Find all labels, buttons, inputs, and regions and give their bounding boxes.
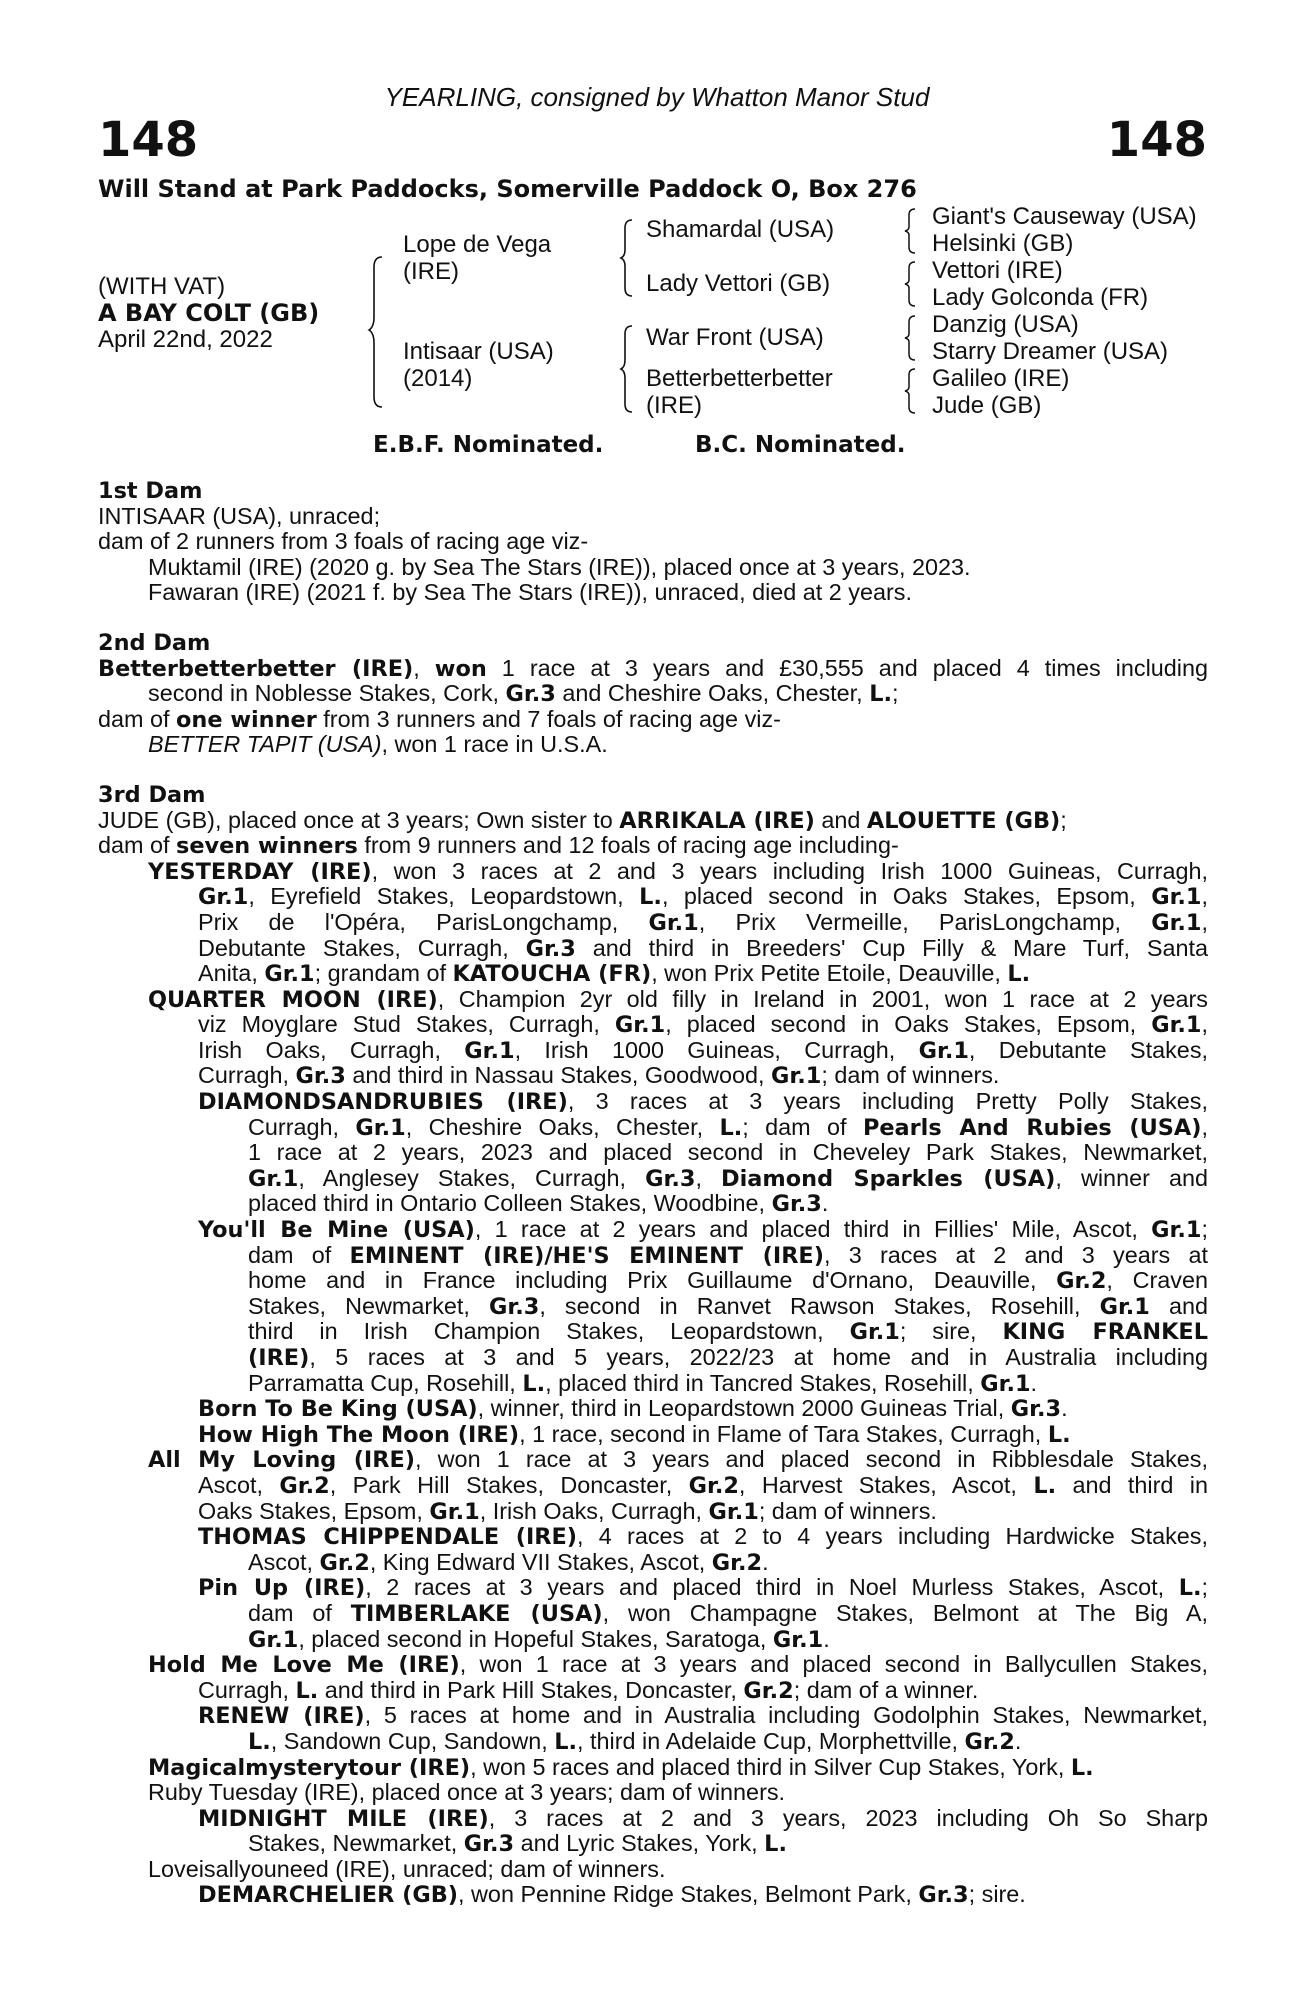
text-run: second in Noblesse Stakes, Cork, (148, 680, 506, 707)
text-line (98, 1140, 1208, 1166)
text-run: Parramatta Cup, Rosehill, (248, 1369, 523, 1396)
text-run: , 3 races at 3 years including Pretty Polly Stakes, (567, 1088, 1208, 1115)
text-run: . (1030, 1369, 1038, 1396)
text-run: home and in France including Prix Guillaume d'Ornano, Deauville, (248, 1267, 1057, 1294)
bold-text: Pearls And Rubies (USA) (862, 1114, 1202, 1141)
text-line (98, 656, 1208, 682)
bold-text: Hold Me Love Me (IRE) (148, 1652, 460, 1679)
ebf-nomination: E.B.F. Nominated. (373, 432, 604, 458)
text-run: ; (1060, 806, 1067, 833)
vat-note: (WITH VAT) (98, 273, 226, 300)
text-line (98, 782, 1208, 808)
text-line (98, 1243, 1208, 1269)
text-run: Curragh, (198, 1676, 296, 1703)
pedigree-sire (403, 231, 551, 285)
text-run: . (1061, 1395, 1068, 1422)
text-run: , Sandown Cup, Sandown, (270, 1727, 555, 1754)
bold-text: Gr.1 (264, 961, 315, 988)
text-line (98, 1550, 1208, 1576)
pedigree-bracket-dam (620, 324, 636, 414)
bold-text: Gr.1 (771, 1063, 822, 1090)
text-line (98, 1166, 1208, 1192)
section-spacer (98, 606, 1208, 630)
text-run: Oaks Stakes, Epsom, (198, 1497, 430, 1524)
horse-name: A BAY COLT (GB) (98, 299, 320, 327)
pedigree-dam-line1: Intisaar (USA) (403, 338, 554, 365)
text-run: Ascot, (248, 1548, 320, 1575)
bold-text: Gr.2 (743, 1677, 794, 1704)
bold-text: Gr.2 (964, 1728, 1015, 1755)
produce-record (98, 478, 1208, 1908)
text-run: ; dam of winners. (758, 1497, 937, 1524)
bold-text: (IRE) (248, 1345, 310, 1371)
text-line (98, 1268, 1208, 1294)
bold-text: L. (1178, 1575, 1202, 1602)
lot-number-left: 148 (98, 112, 199, 168)
bold-text: Gr.3 (505, 681, 556, 708)
bold-text: Gr.3 (645, 1165, 696, 1192)
text-run: , placed second in Oaks Stakes, Epsom, (665, 1011, 1152, 1038)
text-run: , (695, 1164, 722, 1191)
text-run: ; (1201, 1216, 1208, 1243)
text-line (98, 1217, 1208, 1243)
bold-text: Gr.1 (1151, 1217, 1202, 1244)
pedigree-g3-7: Galileo (IRE) (932, 365, 1070, 392)
text-run: ; grandam of (314, 960, 453, 987)
text-run: and third in Breeders' Cup Filly & Mare Turf, Santa (575, 934, 1209, 961)
bold-text: 2nd Dam (98, 629, 211, 656)
pedigree-bracket-g3-4 (904, 367, 918, 415)
bold-text: 3rd Dam (98, 781, 206, 808)
bold-text: Gr.1 (849, 1319, 900, 1346)
text-line (98, 1780, 1208, 1806)
text-line (98, 1447, 1208, 1473)
bold-text: L. (1007, 961, 1031, 988)
text-run: , Anglesey Stakes, Curragh, (298, 1164, 646, 1191)
text-run: Prix de l'Opéra, ParisLongchamp, (198, 908, 649, 935)
pedigree-g3-5: Danzig (USA) (932, 311, 1079, 338)
text-line (98, 529, 1208, 555)
text-run: and Cheshire Oaks, Chester, (555, 680, 870, 707)
bold-text: ALOUETTE (GB) (866, 807, 1061, 834)
bold-text: KATOUCHA (FR) (452, 961, 652, 988)
pedigree-dam (403, 338, 554, 392)
pedigree-dam-dam-line1: Betterbetterbetter (646, 365, 833, 392)
text-run: , (1201, 1011, 1208, 1038)
text-line (98, 1345, 1208, 1371)
text-line (98, 1115, 1208, 1141)
text-run: , placed second in Hopeful Stakes, Saratoga, (298, 1625, 773, 1652)
text-line (98, 1627, 1208, 1653)
text-run: , 1 race at 2 years and placed third in Fillies' Mile, Ascot, (474, 1216, 1152, 1243)
bold-text: EMINENT (IRE)/HE'S EMINENT (IRE) (349, 1242, 824, 1269)
text-run: INTISAAR (USA), unraced; (98, 502, 381, 529)
section-spacer (98, 758, 1208, 782)
text-run: third in Irish Champion Stakes, Leopardstown, (248, 1318, 850, 1345)
text-run: dam of (98, 705, 177, 732)
text-line (98, 1294, 1208, 1320)
bc-nomination: B.C. Nominated. (695, 432, 906, 458)
pedigree-g3-1: Giant's Causeway (USA) (932, 203, 1197, 230)
text-run: and (814, 806, 867, 833)
pedigree-g3-8: Jude (GB) (932, 392, 1042, 419)
pedigree-bracket-gen1 (368, 255, 388, 410)
text-run: , (1201, 1113, 1208, 1140)
text-run: , won Pennine Ridge Stakes, Belmont Park, (458, 1881, 919, 1908)
bold-text: TIMBERLAKE (USA) (350, 1600, 603, 1627)
bold-text: won (434, 655, 487, 682)
text-run: , Champion 2yr old filly in Ireland in 2001, won 1 race at 2 years (437, 985, 1208, 1012)
text-run: Loveisallyouneed (IRE), unraced; dam of winners. (148, 1855, 666, 1882)
text-run: , Prix Vermeille, ParisLongchamp, (698, 908, 1152, 935)
bold-text: Gr.2 (319, 1549, 370, 1576)
text-run: and third in Park Hill Stakes, Doncaster, (318, 1676, 744, 1703)
bold-text: DIAMONDSANDRUBIES (IRE) (198, 1089, 568, 1116)
text-line (98, 681, 1208, 707)
text-run: Muktamil (IRE) (2020 g. by Sea The Stars (IRE)), placed once at 3 years, 2023. (148, 553, 971, 580)
text-run: , won Prix Petite Etoile, Deauville, (651, 960, 1008, 987)
text-run: and third in (1056, 1471, 1209, 1498)
pedigree-g3-2: Helsinki (GB) (932, 230, 1074, 257)
text-run: , Park Hill Stakes, Doncaster, (329, 1471, 689, 1498)
bold-text: KING FRANKEL (1002, 1319, 1208, 1346)
text-line (98, 1806, 1208, 1832)
bold-text: L. (719, 1114, 743, 1141)
bold-text: Magicalmysterytour (IRE) (148, 1754, 471, 1781)
bold-text: YESTERDAY (IRE) (148, 858, 372, 885)
text-run: Irish Oaks, Curragh, (198, 1036, 465, 1063)
text-run: , won 3 races at 2 and 3 years including Irish 1000 Guineas, Curragh, (371, 857, 1208, 884)
text-run: , Harvest Stakes, Ascot, (738, 1471, 1034, 1498)
text-line (98, 1882, 1208, 1908)
page-subtitle: YEARLING, consigned by Whatton Manor Stud (384, 82, 930, 112)
bold-text: Gr.2 (279, 1472, 330, 1499)
pedigree-bracket-g3-3 (904, 314, 918, 362)
text-run: Debutante Stakes, Curragh, (198, 934, 526, 961)
text-run: , won 1 race at 3 years and placed second in Ribblesdale Stakes, (415, 1446, 1208, 1473)
italic-text: BETTER TAPIT (USA) (148, 731, 382, 758)
bold-text: L. (554, 1728, 578, 1755)
pedigree-dam-sire: War Front (USA) (646, 324, 824, 351)
text-run: . (762, 1548, 769, 1575)
pedigree-sire-line1: Lope de Vega (403, 231, 552, 258)
bold-text: Gr.3 (295, 1063, 346, 1090)
bold-text: Gr.1 (1151, 909, 1202, 936)
text-run: , won 5 races and placed third in Silver Cup Stakes, York, (470, 1753, 1071, 1780)
bold-text: Gr.2 (688, 1472, 739, 1499)
bold-text: Gr.3 (918, 1882, 969, 1909)
bold-text: ARRIKALA (IRE) (619, 807, 815, 834)
text-line (98, 555, 1208, 581)
text-run: Fawaran (IRE) (2021 f. by Sea The Stars (IRE)), unraced, died at 2 years. (148, 579, 912, 606)
text-line (98, 987, 1208, 1013)
text-run: , won 1 race in U.S.A. (381, 731, 608, 758)
text-line (98, 1678, 1208, 1704)
text-run: from 9 runners and 12 foals of racing age including- (357, 832, 899, 859)
text-line (98, 1575, 1208, 1601)
text-run: dam of (98, 832, 177, 859)
text-run: , second in Ranvet Rawson Stakes, Rosehill, (539, 1292, 1100, 1319)
text-line (98, 1652, 1208, 1678)
text-run: and third in Nassau Stakes, Goodwood, (345, 1062, 772, 1089)
pedigree-dam-line2: (2014) (403, 365, 473, 392)
text-run: , won 1 race at 3 years and placed second in Ballycullen Stakes, (459, 1651, 1208, 1678)
text-run: , (1201, 883, 1208, 910)
text-run: ; sire, (899, 1318, 1003, 1345)
text-run: Stakes, Newmarket, (248, 1292, 490, 1319)
text-line (98, 936, 1208, 962)
text-run: . (823, 1625, 830, 1652)
text-run: ; dam of a winner. (793, 1676, 979, 1703)
bold-text: Diamond Sparkles (USA) (721, 1165, 1056, 1192)
text-line (98, 1857, 1208, 1883)
bold-text: Betterbetterbetter (IRE) (98, 655, 414, 682)
pedigree-g3-3: Vettori (IRE) (932, 257, 1063, 284)
bold-text: You'll Be Mine (USA) (198, 1217, 475, 1244)
bold-text: Gr.3 (463, 1831, 515, 1858)
text-line (98, 1191, 1208, 1217)
text-run: Ruby Tuesday (IRE), placed once at 3 years; dam of winners. (148, 1779, 786, 1806)
bold-text: Gr.3 (525, 935, 576, 962)
bold-text: Gr.1 (248, 1626, 299, 1653)
bold-text: Gr.3 (489, 1293, 540, 1320)
bold-text: Gr.1 (648, 909, 699, 936)
text-run: dam of (248, 1599, 351, 1626)
text-run: ; (891, 680, 899, 707)
text-line (98, 910, 1208, 936)
text-line (98, 707, 1208, 733)
text-run: placed third in Ontario Colleen Stakes, Woodbine, (248, 1190, 772, 1217)
text-run: , 3 races at 2 and 3 years, 2023 including Oh So Sharp (488, 1804, 1208, 1831)
bold-text: one winner (176, 706, 317, 733)
text-run: Curragh, (198, 1062, 296, 1089)
text-line (98, 580, 1208, 606)
text-line (98, 884, 1208, 910)
bold-text: Gr.1 (429, 1498, 480, 1525)
text-line (98, 1499, 1208, 1525)
bold-text: Gr.1 (355, 1114, 406, 1141)
bold-text: Gr.1 (918, 1037, 969, 1064)
lot-number-right: 148 (1106, 112, 1207, 168)
bold-text: L. (295, 1677, 319, 1704)
text-run: , King Edward VII Stakes, Ascot, (369, 1548, 712, 1575)
bold-text: Gr.3 (1010, 1396, 1062, 1423)
pedigree-sire-dam: Lady Vettori (GB) (646, 270, 831, 297)
bold-text: L. (764, 1831, 787, 1858)
bold-text: seven winners (176, 833, 358, 860)
text-run: ; sire. (968, 1881, 1026, 1908)
bold-text: Gr.1 (980, 1370, 1031, 1397)
text-run: 1 race at 3 years and £30,555 and placed 4 times including (486, 654, 1208, 681)
text-run: , 1 race, second in Flame of Tara Stakes, Curragh, (519, 1420, 1048, 1447)
bold-text: L. (522, 1370, 546, 1397)
foaling-date: April 22nd, 2022 (98, 326, 273, 353)
text-run: ; dam of winners. (821, 1062, 1000, 1089)
bold-text: Gr.2 (711, 1549, 763, 1576)
pedigree-dam-dam (646, 365, 833, 419)
pedigree-sire-sire: Shamardal (USA) (646, 216, 835, 243)
text-run: , placed third in Tancred Stakes, Rosehill, (545, 1369, 981, 1396)
text-run: Anita, (198, 960, 265, 987)
text-run: , Eyrefield Stakes, Leopardstown, (248, 883, 640, 910)
bold-text: Gr.3 (771, 1191, 822, 1218)
pedigree-sire-line2: (IRE) (403, 258, 459, 285)
pedigree-bracket-sire (620, 218, 636, 298)
bold-text: Gr.1 (708, 1498, 759, 1525)
text-line (98, 1601, 1208, 1627)
stabling-info: Will Stand at Park Paddocks, Somerville Paddock O, Box 276 (98, 175, 917, 203)
text-run: , Irish 1000 Guineas, Curragh, (514, 1036, 919, 1063)
text-run: , Debutante Stakes, (968, 1036, 1209, 1063)
bold-text: L. (869, 681, 892, 708)
text-run: dam of 2 runners from 3 foals of racing age viz- (98, 528, 589, 555)
text-line (98, 1089, 1208, 1115)
text-line (98, 859, 1208, 885)
text-run: , Cheshire Oaks, Chester, (405, 1113, 720, 1140)
bold-text: Gr.1 (614, 1012, 666, 1039)
text-line (98, 1831, 1208, 1857)
text-run: , 3 races at 2 and 3 years at (823, 1241, 1208, 1268)
bold-text: DEMARCHELIER (GB) (198, 1882, 459, 1909)
text-run: ; (1201, 1574, 1208, 1601)
text-run: dam of (248, 1241, 350, 1268)
text-run: , Craven (1106, 1267, 1208, 1294)
pedigree-g3-4: Lady Golconda (FR) (932, 284, 1149, 311)
bold-text: L. (1070, 1754, 1094, 1781)
text-run: , 4 races at 2 to 4 years including Hardwicke Stakes, (577, 1523, 1208, 1550)
bold-text: L. (639, 884, 662, 911)
text-line (98, 1396, 1208, 1422)
text-run: , winner and (1055, 1164, 1208, 1191)
text-line (98, 1038, 1208, 1064)
text-line (98, 1063, 1208, 1089)
text-line (98, 1755, 1208, 1781)
text-line (98, 1729, 1208, 1755)
text-line (98, 961, 1208, 987)
text-run: , 5 races at home and in Australia including Godolphin Stakes, Newmarket, (364, 1702, 1208, 1729)
bold-text: All My Loving (IRE) (148, 1447, 416, 1474)
text-line (98, 1319, 1208, 1345)
text-run: , Irish Oaks, Curragh, (479, 1497, 709, 1524)
text-line (98, 478, 1208, 504)
bold-text: How High The Moon (IRE) (198, 1421, 520, 1448)
text-run: 1 race at 2 years, 2023 and placed second in Cheveley Park Stakes, Newmarket, (248, 1139, 1208, 1166)
text-run: Stakes, Newmarket, (248, 1830, 464, 1857)
text-line (98, 1703, 1208, 1729)
text-line (98, 1371, 1208, 1397)
bold-text: Born To Be King (USA) (198, 1396, 478, 1423)
text-run: and Lyric Stakes, York, (514, 1830, 765, 1857)
text-run: JUDE (GB), placed once at 3 years; Own sister to (98, 806, 620, 833)
text-line (98, 1473, 1208, 1499)
text-run: , won Champagne Stakes, Belmont at The Big A, (602, 1599, 1208, 1626)
text-run: . (1014, 1727, 1022, 1754)
bold-text: Gr.1 (1151, 1012, 1202, 1039)
text-line (98, 833, 1208, 859)
pedigree-g3-6: Starry Dreamer (USA) (932, 338, 1169, 365)
text-run: , 5 races at 3 and 5 years, 2022/23 at home and in Australia including (309, 1344, 1208, 1370)
bold-text: MIDNIGHT MILE (IRE) (198, 1805, 489, 1832)
text-run: , 2 races at 3 years and placed third in Noel Murless Stakes, Ascot, (365, 1574, 1179, 1601)
text-run: and (1149, 1292, 1209, 1319)
bold-text: Gr.1 (198, 884, 249, 911)
pedigree-bracket-g3-1 (904, 207, 918, 255)
bold-text: 1st Dam (98, 478, 203, 504)
text-line (98, 630, 1208, 656)
bold-text: Gr.1 (772, 1626, 824, 1653)
bold-text: L. (1047, 1421, 1071, 1448)
bold-text: Gr.1 (1099, 1293, 1150, 1320)
bold-text: Gr.2 (1056, 1268, 1107, 1295)
text-run: , winner, third in Leopardstown 2000 Guineas Trial, (477, 1395, 1011, 1422)
text-run: , (1201, 908, 1208, 935)
pedigree-dam-dam-line2: (IRE) (646, 392, 702, 419)
text-line (98, 504, 1208, 530)
text-run: . (821, 1190, 829, 1217)
text-run: ; dam of (742, 1113, 863, 1140)
text-line (98, 1422, 1208, 1448)
bold-text: L. (248, 1728, 271, 1755)
bold-text: Gr.1 (464, 1037, 515, 1064)
text-line (98, 732, 1208, 758)
bold-text: Pin Up (IRE) (198, 1575, 366, 1602)
text-run: , (413, 654, 435, 681)
text-line (98, 808, 1208, 834)
bold-text: QUARTER MOON (IRE) (148, 986, 438, 1013)
text-line (98, 1524, 1208, 1550)
bold-text: THOMAS CHIPPENDALE (IRE) (198, 1524, 578, 1551)
bold-text: L. (1033, 1472, 1057, 1499)
text-run: Ascot, (198, 1471, 280, 1498)
text-run: , placed second in Oaks Stakes, Epsom, (661, 883, 1152, 910)
pedigree-bracket-g3-2 (904, 260, 918, 308)
text-run: Curragh, (248, 1113, 356, 1140)
text-line (98, 1012, 1208, 1038)
text-run: , third in Adelaide Cup, Morphettville, (577, 1727, 965, 1754)
bold-text: Gr.1 (248, 1165, 299, 1192)
bold-text: RENEW (IRE) (198, 1703, 365, 1730)
text-run: viz Moyglare Stud Stakes, Curragh, (198, 1011, 615, 1038)
text-run: from 3 runners and 7 foals of racing age viz- (316, 705, 781, 732)
bold-text: Gr.1 (1151, 884, 1202, 911)
